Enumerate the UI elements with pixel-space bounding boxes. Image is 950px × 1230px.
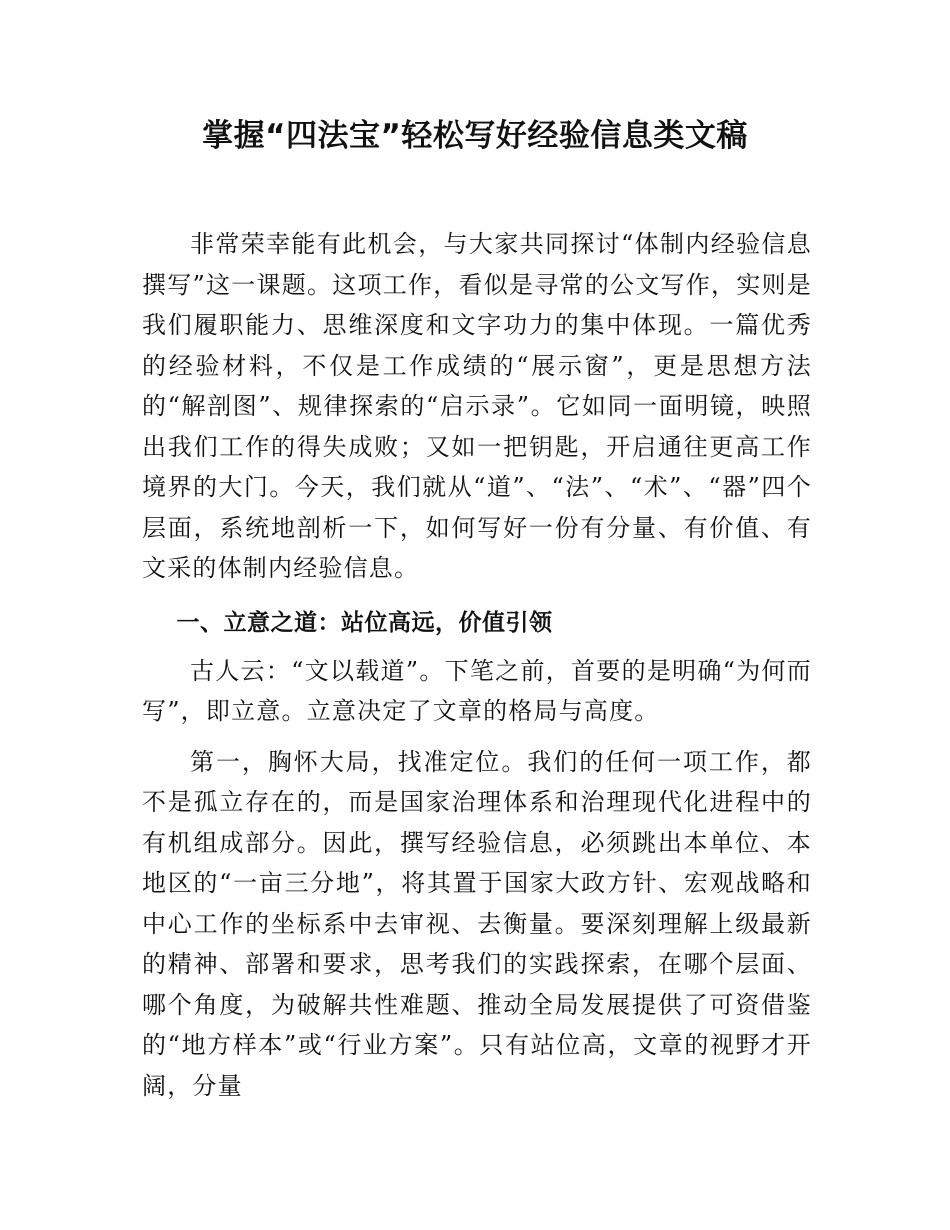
section1-paragraph-2: 第一，胸怀大局，找准定位。我们的任何一项工作，都不是孤立存在的，而是国家治理体系和治理现代化进程中的有机组成部分。因此，撰写经验信息，必须跳出本单位、本地区的“一亩三分地”，将其置于国家大政方针、宏观战略和中心工作的坐标系中去审视、去衡量。要深刻理解上级最新的精神、部署和要求，思考我们的实践探索，在哪个层面、哪个角度，为破解共性难题、推动全局发展提供了可资借鉴的“地方样本”或“行业方案”。只有站位高，文章的视野才开阔，分量 xyxy=(142,747,812,1100)
intro-paragraph: 非常荣幸能有此机会，与大家共同探讨“体制内经验信息撰写”这一课题。这项工作，看似是寻常的公文写作，实则是我们履职能力、思维深度和文字功力的集中体现。一篇优秀的经验材料，不仅是工作成绩的“展示窗”，更是思想方法的“解剖图”、规律探索的“启示录”。它如同一面明镜，映照出我们工作的得失成败；又如一把钥匙，开启通往更高工作境界的大门。今天，我们就从“道”、“法”、“术”、“器”四个层面，系统地剖析一下，如何写好一份有分量、有价值、有文采的体制内经验信息。 xyxy=(142,230,812,582)
document-body xyxy=(142,224,812,1106)
section-heading-1: 一、立意之道：站位高远，价值引领 xyxy=(176,609,553,636)
section1-paragraph-1: 古人云：“文以载道”。下笔之前，首要的是明确“为何而写”，即立意。立意决定了文章的格局与高度。 xyxy=(142,656,812,725)
document-title: 掌握“四法宝”轻松写好经验信息类文稿 xyxy=(202,118,748,154)
